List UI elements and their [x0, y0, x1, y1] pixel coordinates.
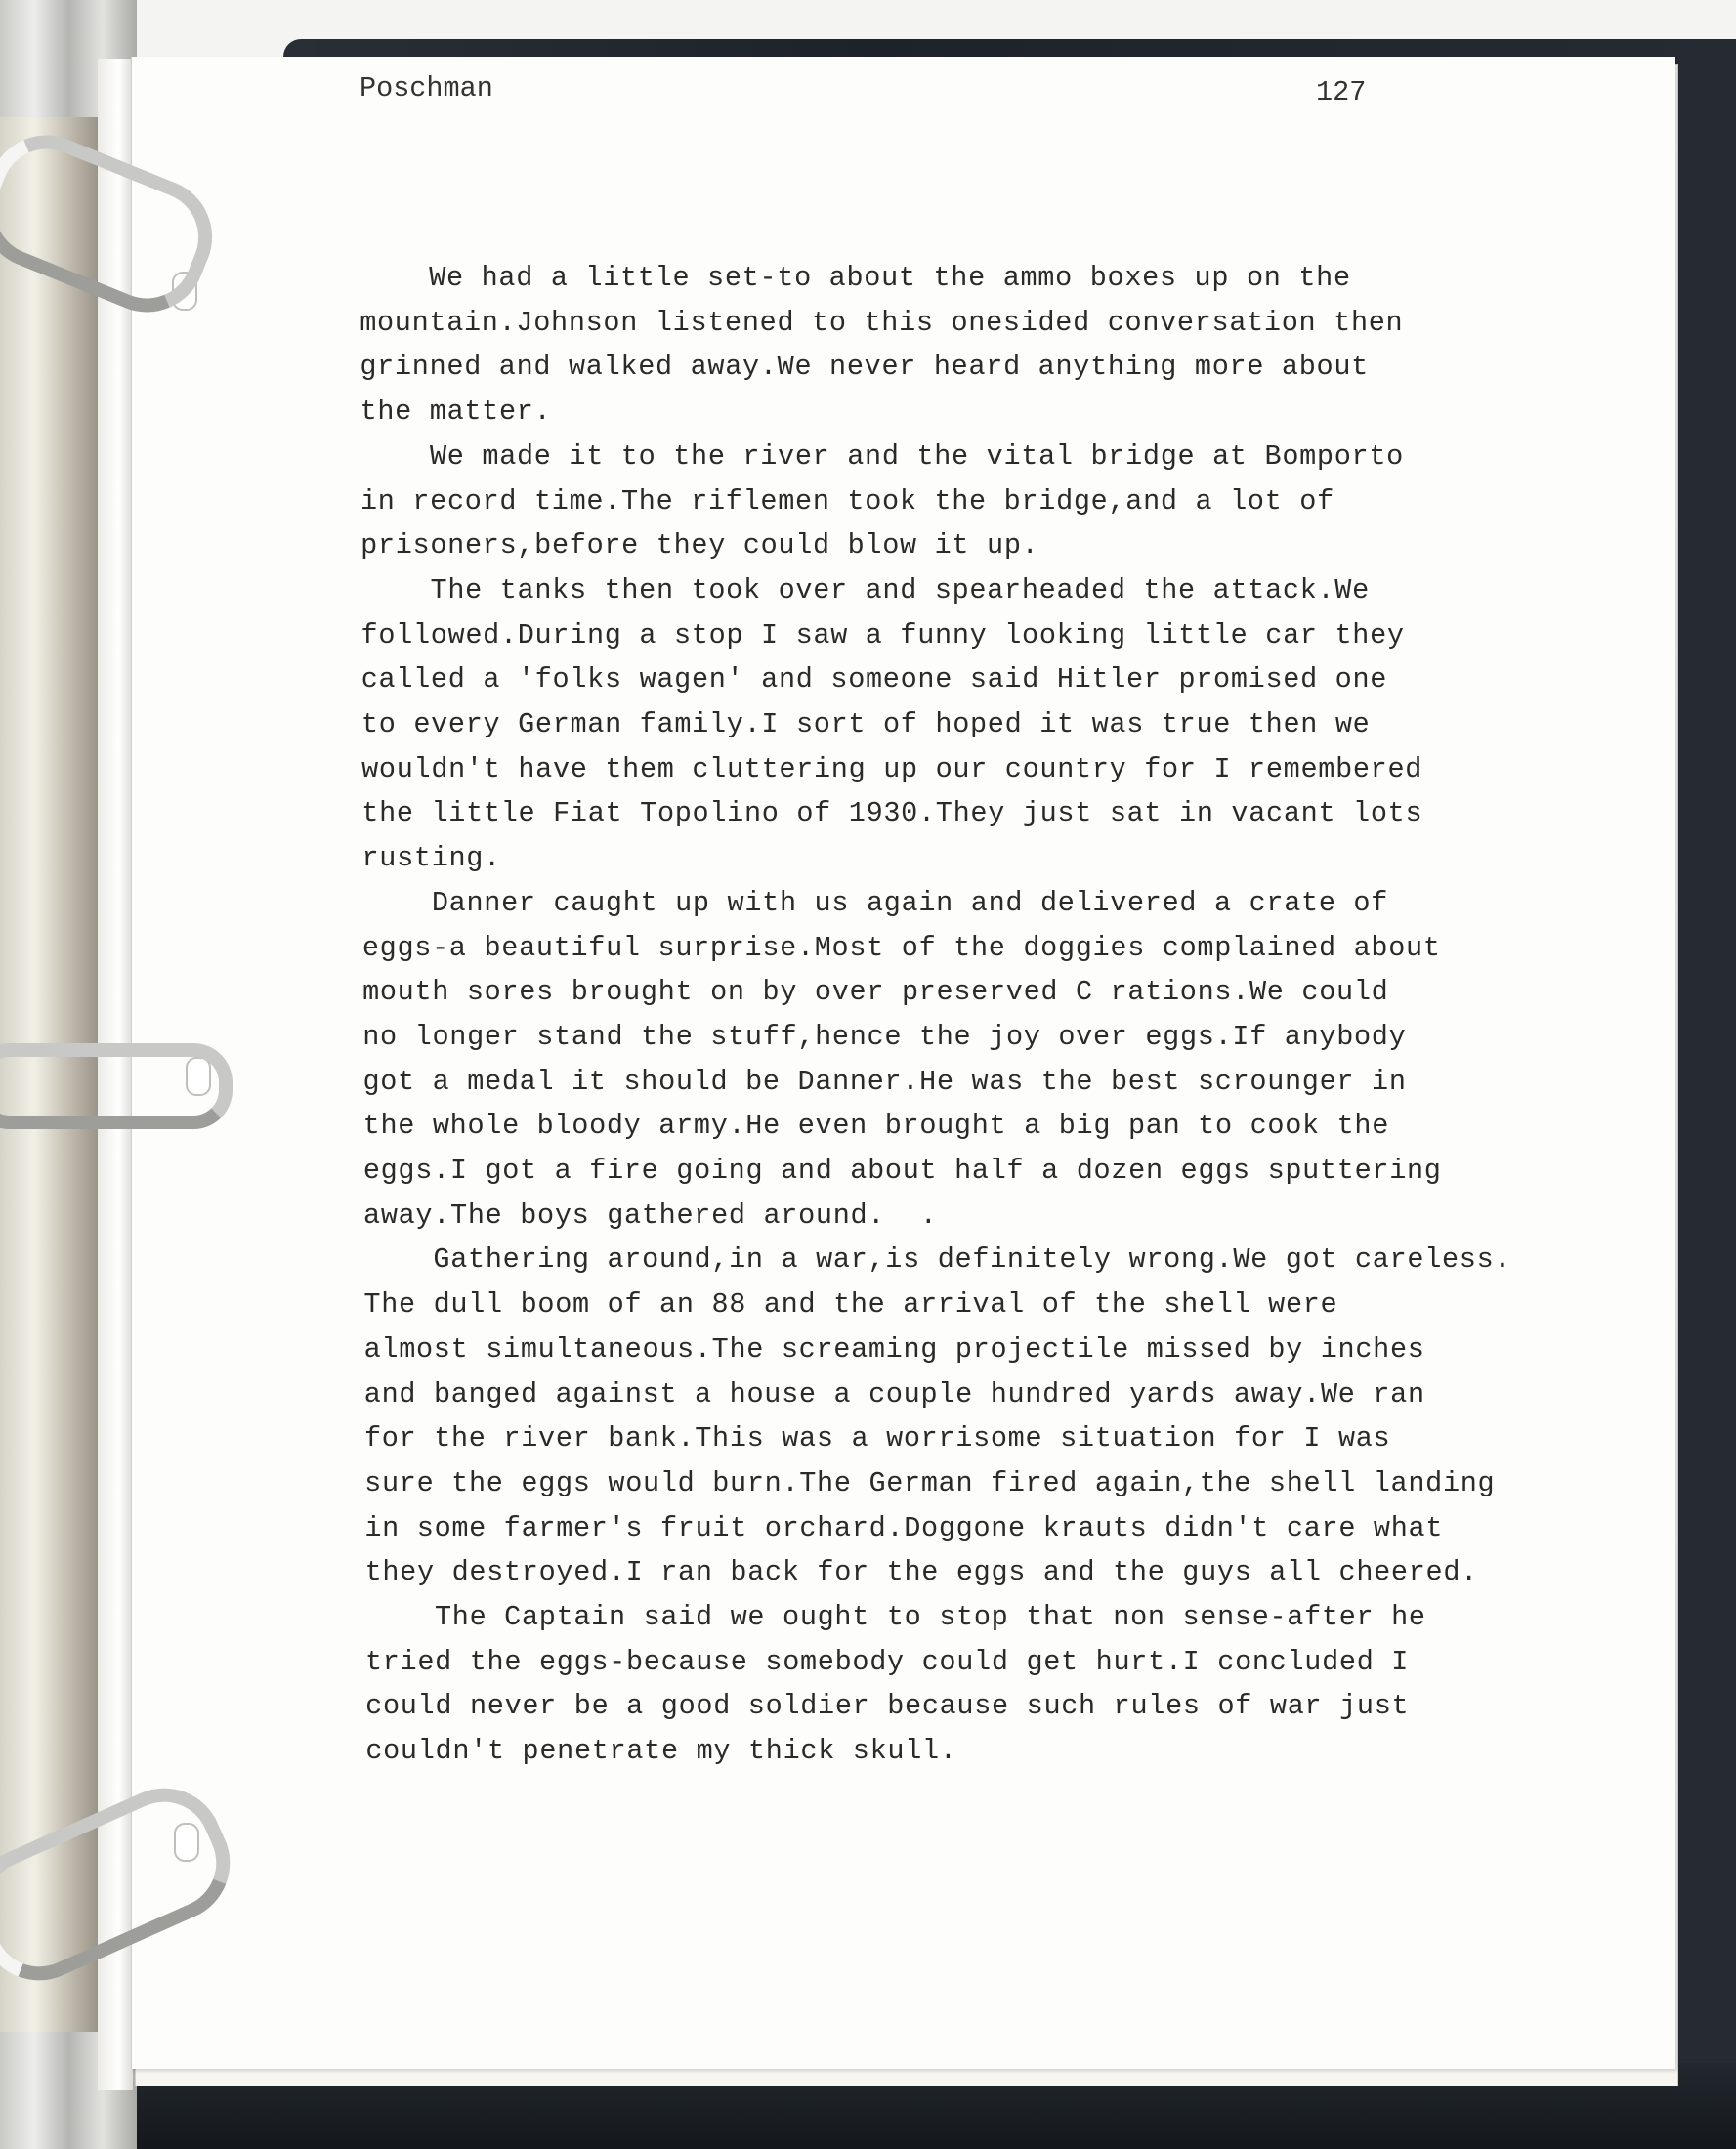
text-line: sure the eggs would burn.The German fired again,the shell landing	[364, 1466, 1496, 1499]
text-line: the matter.	[360, 396, 552, 429]
text-line: The tanks then took over and spearheaded the attack.We	[360, 573, 1370, 607]
text-line: the little Fiat Topolino of 1930.They just sat in vacant lots	[361, 797, 1423, 830]
text-line: tried the eggs-because somebody could get hurt.I concluded I	[364, 1645, 1410, 1678]
binder-ring-middle	[0, 1043, 233, 1129]
header-author: Poschman	[360, 72, 493, 105]
text-line: Danner caught up with us again and delivered a crate of	[361, 886, 1389, 919]
text-line: The dull boom of an 88 and the arrival of the shell were	[363, 1288, 1338, 1322]
text-line: called a 'folks wagen' and someone said Hitler promised one	[360, 663, 1388, 696]
text-line: The Captain said we ought to stop that non sense-after he	[364, 1601, 1426, 1633]
text-line: no longer stand the stuff,hence the joy over eggs.If anybody	[362, 1020, 1407, 1053]
text-line: We had a little set-to about the ammo boxes up on the	[360, 262, 1351, 294]
text-line: eggs.I got a fire going and about half a dozen eggs sputtering	[362, 1155, 1442, 1187]
text-line: and banged against a house a couple hundred yards away.We ran	[363, 1377, 1425, 1411]
text-line: to every German family.I sort of hoped it was true then we	[360, 708, 1371, 740]
text-line: followed.During a stop I saw a funny looking little car they	[360, 618, 1405, 652]
text-line: eggs-a beautiful surprise.Most of the doggies complained about	[361, 931, 1441, 964]
text-line: in record time.The riflemen took the bridge,and a lot of	[360, 485, 1334, 518]
text-line: Gathering around,in a war,is definitely wrong.We got careless.	[363, 1243, 1512, 1277]
text-line: couldn't penetrate my thick skull.	[365, 1735, 957, 1768]
text-line: they destroyed.I ran back for the eggs and the guys all cheered.	[364, 1556, 1478, 1589]
text-line: got a medal it should be Danner.He was the best scrounger in	[362, 1065, 1407, 1098]
text-line: for the river bank.This was a worrisome situation for I was	[363, 1422, 1391, 1455]
text-line: We made it to the river and the vital bridge at Bomporto	[360, 440, 1404, 473]
text-line: grinned and walked away.We never heard anything more about	[360, 351, 1369, 384]
text-line: mountain.Johnson listened to this onesided conversation then	[360, 306, 1404, 339]
text-line: away.The boys gathered around. .	[363, 1199, 938, 1232]
text-line: in some farmer's fruit orchard.Doggone krauts didn't care what	[364, 1511, 1444, 1544]
text-line: could never be a good soldier because such rules of war just	[365, 1690, 1410, 1723]
text-line: wouldn't have them cluttering up our country for I remembered	[361, 752, 1423, 785]
text-line: mouth sores brought on by over preserved C rations.We could	[362, 976, 1389, 1009]
page-number: 127	[1316, 76, 1367, 108]
text-line: prisoners,before they could blow it up.	[360, 529, 1039, 563]
text-line: almost simultaneous.The screaming projectile missed by inches	[363, 1332, 1425, 1366]
text-line: rusting.	[361, 842, 501, 875]
text-line: the whole bloody army.He even brought a big pan to cook the	[362, 1110, 1390, 1143]
